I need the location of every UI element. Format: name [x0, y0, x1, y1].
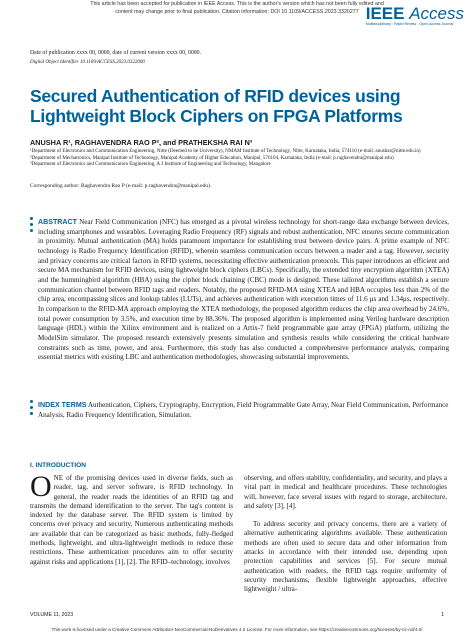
paper-title	[30, 86, 450, 126]
right-paragraph-1: observing, and offers stability, confidentiality, and security, and plays a vital part in medical and healthcare procedures. These technologies will, however, face several issues with regard to storage, architecture, and safety [3], [4].	[244, 474, 447, 510]
index-terms	[38, 401, 449, 420]
logo-access-text: Access	[409, 4, 464, 23]
doi-line: Digital Object Identifier 10.1109/ACCESS.2023.0322000	[30, 60, 145, 65]
right-paragraph-2: To address security and privacy concerns, there are a variety of alternative authenticating algorithms available. These authentication methods are often used to secure data and other information from attacks in accordance with their intended use, depending upon protection capabilities and services [5]. For secure mutual authentication with readers, the RFID tags require uniformity of security mechanisms, flexible lightweight approaches, effective lightweight / ultra-	[244, 520, 447, 594]
ieee-access-logo	[366, 4, 464, 26]
affiliation-3: ³Department of Electronics and Communication Engineering, A J Institute of Engineering and Technology, Mangalore	[30, 161, 271, 168]
author-list: ANUSHA R¹, RAGHAVENDRA RAO P², and PRATHEKSHA RAI N³	[30, 138, 253, 147]
index-terms-marker	[30, 400, 34, 430]
drop-cap: O	[30, 470, 52, 503]
acceptance-note-line1: This article has been accepted for publication in IEEE Access. This is the author's version which has not been fully edited and	[90, 1, 384, 7]
section-heading: I. INTRODUCTION	[30, 462, 87, 469]
logo-ieee-text: IEEE	[365, 4, 405, 23]
right-column	[244, 474, 447, 595]
acceptance-note-line2: content may change prior to final publication. Citation information: DOI 10.1109/ACCESS.2023.3320277	[115, 9, 359, 15]
publication-dates	[30, 49, 201, 67]
affiliations	[30, 148, 450, 168]
volume-label: VOLUME 11, 2023	[30, 612, 74, 618]
license-note: This work is licensed under a Creative Commons Attribution-NonCommercial-NoDerivatives 4.0 License. For more information, see https://creativecommons.org/licenses/by-nc-nd/4.0/	[51, 627, 423, 632]
abstract-label: ABSTRACT	[38, 218, 78, 226]
logo-tagline: Multidisciplinary : Rapid Review : Open Access Journal	[365, 22, 454, 26]
abstract	[38, 218, 449, 363]
index-terms-text: Authentication, Ciphers, Cryptography, Encryption, Field Programmable Gate Array, Near Field Communication, Performance Analysis, Radio Frequency Identification, Simulation.	[38, 401, 449, 419]
title-line2: Lightweight Block Ciphers on FPGA Platforms	[30, 106, 403, 126]
abstract-text: Near Field Communication (NFC) has emerged as a pivotal wireless technology for short-range data exchange between devices, including smartphones and wearables. Leveraging Radio Frequency (RF) signals and robust authentication, NFC ensures secure communication in proximity. Mutual authentication (MA) holds paramount importance for establishing trust between device pairs. A prime example of NFC technology is Radio Frequency Identification (RFID), wherein seamless communication occurs between a reader and a tag. However, security and privacy concerns are critical factors in RFID systems, necessitating effective authentication protocols. This paper introduces an efficient and secure MA mechanism for RFID devices, using lightweight block ciphers (LBCs). Specifically, the extended tiny encryption algorithm (XTEA) and the hummingbird algorithm (HBA) using the cipher block chaining (CBC) mode is designed. These tailored algorithms establish a secure communication channel between RFID tags and readers. Notably, the proposed RFID-MA using XTEA and HBA occupies less than 2% of the chip area, encompassing slices and lookup tables (LUTs), and achieves authentication with execution times of 11.6 μs and 1.34μs, respectively. In comparison to the RFID-MA approach employing the XTEA methodology, the proposed algorithm reduces the chip area overhead by 24.6%, total power consumption by 3.5%, and execution time by 88.36%. The proposed algorithm is implemented using Verilog hardware description language (HDL) within the Xilinx environment and is realized on a Artix-7 field programmable gate array (FPGA) platform, utilizing the ModelSim simulator. The proposed research extensively presents simulation and synthesis results while considering the critical hardware constraints such as time, power, and area. Furthermore, this study has also conducted a comprehensive performance analysis, comparing essential metrics with existing LBC and authentication methodologies, showcasing substantial improvements.	[38, 218, 449, 362]
left-column-text: NE of the promising devices used in diverse fields, such as reader, tag, and server software, is RFID technology. In general, the reader reads the identities of an RFID tag and transmits the demand identification to the server. The tag's content is indexed by the database server. The RFID system is limited by concerns over privacy and security. Numerous authenticating methods are available that can be categorized as basic methods, fully-fledged methods, lightweight, and ultra-lightweight methods to reduce these restrictions. These authentication procedures aim to offer security against risks and applications [1], [2]. The RFID–technology, involves	[30, 474, 233, 566]
index-terms-label: INDEX TERMS	[38, 401, 87, 409]
abstract-marker	[30, 217, 34, 387]
affiliation-2: ²Department of Mechatronics, Manipal Institute of Technology, Manipal Academy of Higher Education, Manipal, 576104, Karnataka, India (e-mail: p.raghavendra@manipal.edu)	[30, 154, 394, 161]
left-column	[30, 470, 233, 567]
page-number: 1	[441, 612, 444, 618]
corresponding-author: Corresponding author: Raghavendra Rao P (e-mail: p.raghavendra@manipal.edu).	[30, 183, 212, 189]
title-line1: Secured Authentication of RFID devices using	[30, 86, 401, 106]
dates-line: Date of publication xxxx 00, 0000, date of current version xxxx 00, 0000.	[30, 50, 201, 56]
affiliation-1: ¹Department of Electronics and Communication Engineering, Nitte (Deemed to be University), NMAM Institute of Technology, Nitte, Karnataka, India, 574110 (e-mail: anushar@nitte.edu.in)	[30, 148, 421, 154]
page-footer	[30, 612, 444, 618]
